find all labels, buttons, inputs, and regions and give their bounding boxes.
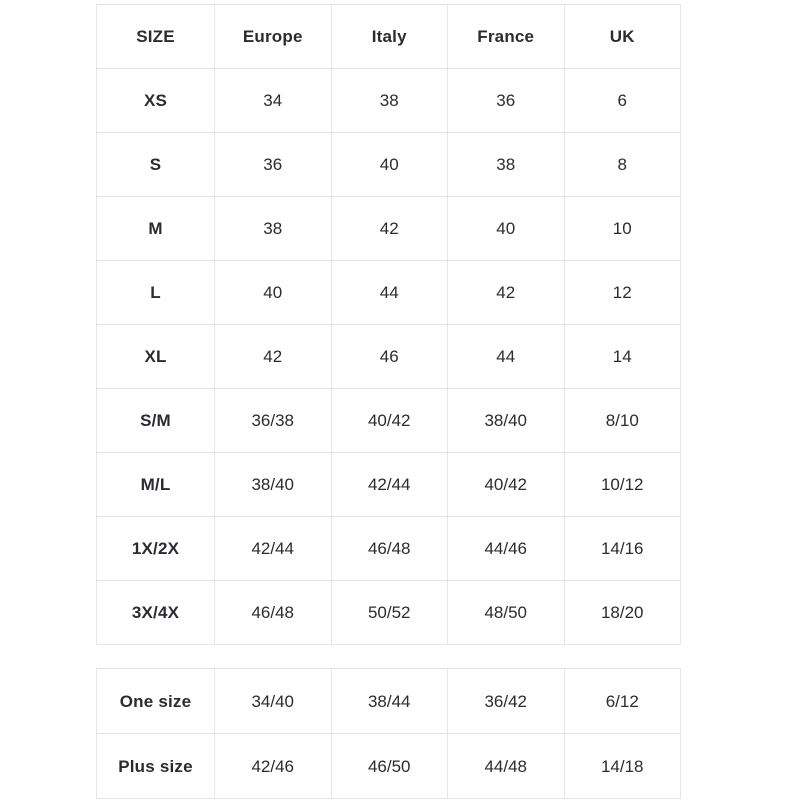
cell-uk: 18/20 <box>564 581 681 645</box>
cell-france: 44/48 <box>448 734 565 799</box>
cell-uk: 8 <box>564 133 681 197</box>
cell-france: 40 <box>448 197 565 261</box>
row-label: Plus size <box>97 734 215 799</box>
table-row <box>97 669 681 734</box>
cell-italy: 40 <box>331 133 448 197</box>
cell-uk: 14/18 <box>564 734 681 799</box>
cell-italy: 50/52 <box>331 581 448 645</box>
cell-uk: 12 <box>564 261 681 325</box>
cell-france: 38/40 <box>448 389 565 453</box>
column-header-uk <box>564 5 681 69</box>
table-body <box>97 69 681 645</box>
one-size-table <box>96 668 681 799</box>
cell-uk: 10 <box>564 197 681 261</box>
cell-europe: 40 <box>215 261 332 325</box>
row-label: One size <box>97 669 215 734</box>
cell-france: 36 <box>448 69 565 133</box>
cell-france: 40/42 <box>448 453 565 517</box>
column-header-italy-label: Italy <box>371 27 407 46</box>
cell-europe: 42 <box>215 325 332 389</box>
cell-europe: 42/46 <box>215 734 332 799</box>
cell-europe: 42/44 <box>215 517 332 581</box>
table-row <box>97 325 681 389</box>
column-header-size-label: SIZE <box>136 27 175 46</box>
table-header <box>97 5 681 69</box>
cell-uk: 8/10 <box>564 389 681 453</box>
cell-france: 36/42 <box>448 669 565 734</box>
row-label: L <box>97 261 215 325</box>
cell-uk: 10/12 <box>564 453 681 517</box>
row-label: 1X/2X <box>97 517 215 581</box>
table-row <box>97 453 681 517</box>
table-header-row <box>97 5 681 69</box>
cell-france: 42 <box>448 261 565 325</box>
cell-italy: 46/50 <box>331 734 448 799</box>
column-header-france <box>448 5 565 69</box>
cell-italy: 46 <box>331 325 448 389</box>
table-row <box>97 69 681 133</box>
column-header-europe-label: Europe <box>242 27 303 46</box>
cell-italy: 42 <box>331 197 448 261</box>
one-size-table-wrapper <box>96 668 680 799</box>
cell-france: 44/46 <box>448 517 565 581</box>
column-header-italy <box>331 5 448 69</box>
cell-uk: 6/12 <box>564 669 681 734</box>
row-label: M <box>97 197 215 261</box>
cell-italy: 44 <box>331 261 448 325</box>
column-header-uk-label: UK <box>609 27 635 46</box>
cell-uk: 6 <box>564 69 681 133</box>
table-row <box>97 517 681 581</box>
cell-europe: 36 <box>215 133 332 197</box>
cell-europe: 38 <box>215 197 332 261</box>
table-body <box>97 669 681 799</box>
row-label: M/L <box>97 453 215 517</box>
cell-uk: 14 <box>564 325 681 389</box>
row-label: XS <box>97 69 215 133</box>
cell-italy: 46/48 <box>331 517 448 581</box>
cell-france: 38 <box>448 133 565 197</box>
cell-europe: 34/40 <box>215 669 332 734</box>
table-row <box>97 581 681 645</box>
cell-france: 44 <box>448 325 565 389</box>
cell-france: 48/50 <box>448 581 565 645</box>
column-header-france-label: France <box>477 27 535 46</box>
cell-europe: 46/48 <box>215 581 332 645</box>
cell-italy: 42/44 <box>331 453 448 517</box>
row-label: XL <box>97 325 215 389</box>
cell-europe: 38/40 <box>215 453 332 517</box>
column-header-size <box>97 5 215 69</box>
cell-europe: 34 <box>215 69 332 133</box>
table-row <box>97 389 681 453</box>
table-row <box>97 197 681 261</box>
cell-europe: 36/38 <box>215 389 332 453</box>
size-conversion-table-wrapper <box>96 4 680 645</box>
cell-uk: 14/16 <box>564 517 681 581</box>
row-label: 3X/4X <box>97 581 215 645</box>
table-row <box>97 734 681 799</box>
size-conversion-table <box>96 4 681 645</box>
cell-italy: 38 <box>331 69 448 133</box>
table-row <box>97 133 681 197</box>
row-label: S <box>97 133 215 197</box>
cell-italy: 40/42 <box>331 389 448 453</box>
cell-italy: 38/44 <box>331 669 448 734</box>
column-header-europe <box>215 5 332 69</box>
row-label: S/M <box>97 389 215 453</box>
table-row <box>97 261 681 325</box>
